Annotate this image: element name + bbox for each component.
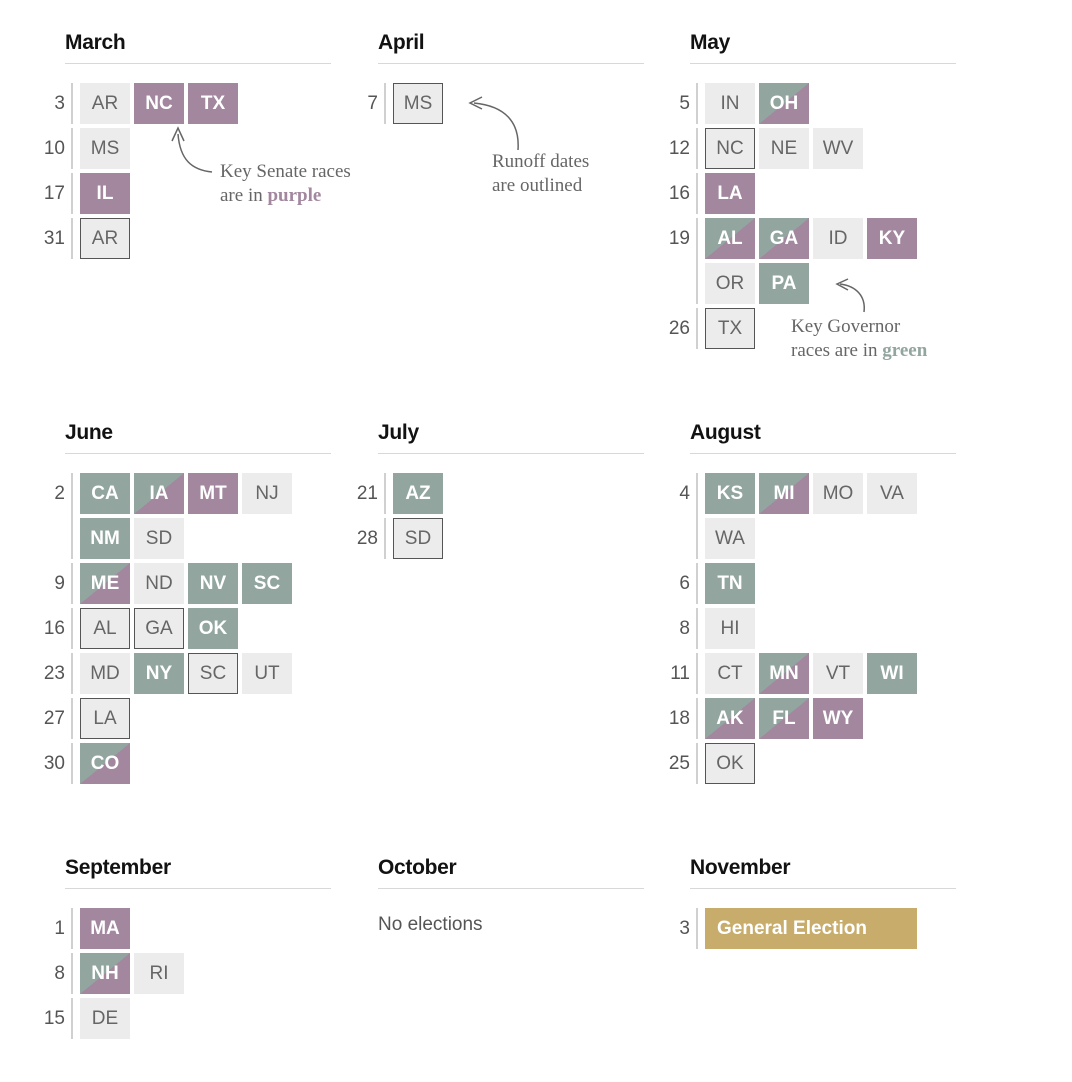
state-abbr: AR xyxy=(91,227,119,249)
state-abbr: NY xyxy=(145,662,173,684)
senate-note-line1: Key Senate races xyxy=(220,161,351,182)
state-abbr: AL xyxy=(717,227,743,249)
state-abbr: IL xyxy=(96,182,114,204)
day-number: 7 xyxy=(367,93,378,114)
month-title: May xyxy=(690,30,956,64)
day-number: 28 xyxy=(356,528,378,549)
state-abbr: OR xyxy=(715,272,745,294)
state-abbr: OK xyxy=(198,617,228,639)
day-number: 16 xyxy=(43,618,65,639)
day-number: 8 xyxy=(679,618,690,639)
state-abbr: General Election xyxy=(717,917,867,939)
day-number: 5 xyxy=(679,93,690,114)
day-number: 3 xyxy=(679,918,690,939)
day-number: 2 xyxy=(54,483,65,504)
month-title: June xyxy=(65,420,331,454)
day-number: 8 xyxy=(54,963,65,984)
day-number: 25 xyxy=(668,753,690,774)
state-abbr: AR xyxy=(91,92,119,114)
day-number: 23 xyxy=(43,663,65,684)
state-abbr: NC xyxy=(145,92,173,114)
state-abbr: NE xyxy=(770,137,798,159)
state-abbr: FL xyxy=(772,707,796,729)
state-abbr: PA xyxy=(771,272,797,294)
state-abbr: KS xyxy=(716,482,744,504)
state-abbr: TX xyxy=(717,317,743,339)
state-abbr: AL xyxy=(93,617,117,639)
day-number: 9 xyxy=(54,573,65,594)
state-abbr: ME xyxy=(90,572,120,594)
state-abbr: NC xyxy=(716,137,744,159)
state-abbr: KY xyxy=(878,227,906,249)
state-abbr: MA xyxy=(90,917,120,939)
state-abbr: LA xyxy=(717,182,743,204)
state-abbr: NJ xyxy=(255,482,279,504)
month-title: November xyxy=(690,855,956,889)
state-abbr: NV xyxy=(199,572,227,594)
governor-note-color: green xyxy=(882,340,928,361)
runoff-note-line2: are outlined xyxy=(492,175,583,196)
state-abbr: NH xyxy=(91,962,119,984)
state-abbr: HI xyxy=(720,617,740,639)
state-abbr: MS xyxy=(90,137,120,159)
day-number: 12 xyxy=(668,138,690,159)
state-abbr: DE xyxy=(91,1007,119,1029)
month-title: July xyxy=(378,420,644,454)
state-abbr: SC xyxy=(253,572,281,594)
runoff-note-line1: Runoff dates xyxy=(492,151,590,172)
day-number: 17 xyxy=(43,183,65,204)
day-number: 10 xyxy=(43,138,65,159)
state-abbr: WA xyxy=(715,527,745,549)
state-abbr: RI xyxy=(149,962,169,984)
day-number: 26 xyxy=(668,318,690,339)
state-abbr: CO xyxy=(90,752,120,774)
state-abbr: VT xyxy=(825,662,851,684)
state-abbr: MO xyxy=(822,482,854,504)
senate-note-color: purple xyxy=(267,185,322,206)
month-title: August xyxy=(690,420,956,454)
state-abbr: AK xyxy=(716,707,744,729)
state-abbr: WI xyxy=(880,662,904,684)
state-abbr: OH xyxy=(769,92,799,114)
state-abbr: AZ xyxy=(405,482,431,504)
state-abbr: MN xyxy=(769,662,799,684)
day-number: 15 xyxy=(43,1008,65,1029)
state-abbr: CT xyxy=(717,662,743,684)
governor-note-line1: Key Governor xyxy=(791,316,901,337)
state-abbr: OK xyxy=(716,752,744,774)
state-abbr: SD xyxy=(145,527,173,549)
state-abbr: SC xyxy=(199,662,227,684)
state-abbr: WY xyxy=(822,707,854,729)
state-abbr: LA xyxy=(93,707,117,729)
state-abbr: MT xyxy=(199,482,227,504)
day-number: 6 xyxy=(679,573,690,594)
state-abbr: GA xyxy=(145,617,173,639)
state-abbr: IA xyxy=(149,482,169,504)
state-abbr: VA xyxy=(880,482,904,504)
state-abbr: TN xyxy=(717,572,743,594)
state-abbr: ID xyxy=(828,227,848,249)
month-title: April xyxy=(378,30,644,64)
state-abbr: SD xyxy=(404,527,432,549)
day-number: 18 xyxy=(668,708,690,729)
day-number: 16 xyxy=(668,183,690,204)
day-number: 31 xyxy=(43,228,65,249)
day-number: 19 xyxy=(668,228,690,249)
day-number: 27 xyxy=(43,708,65,729)
month-title: September xyxy=(65,855,331,889)
day-number: 21 xyxy=(356,483,378,504)
state-abbr: TX xyxy=(200,92,226,114)
month-title: March xyxy=(65,30,331,64)
no-elections-text: No elections xyxy=(378,914,483,935)
state-abbr: MI xyxy=(773,482,795,504)
governor-note-line2: races are in xyxy=(791,340,883,361)
day-number: 30 xyxy=(43,753,65,774)
state-abbr: GA xyxy=(769,227,799,249)
state-abbr: MS xyxy=(403,92,433,114)
state-abbr: WV xyxy=(822,137,854,159)
state-abbr: IN xyxy=(720,92,740,114)
senate-note-line2: are in xyxy=(220,185,268,206)
state-abbr: NM xyxy=(90,527,120,549)
state-abbr: UT xyxy=(254,662,280,684)
day-number: 1 xyxy=(54,918,65,939)
state-abbr: ND xyxy=(145,572,173,594)
day-number: 11 xyxy=(670,663,690,684)
day-number: 4 xyxy=(679,483,690,504)
state-abbr: CA xyxy=(91,482,119,504)
month-title: October xyxy=(378,855,644,889)
state-abbr: MD xyxy=(90,662,120,684)
day-number: 3 xyxy=(54,93,65,114)
